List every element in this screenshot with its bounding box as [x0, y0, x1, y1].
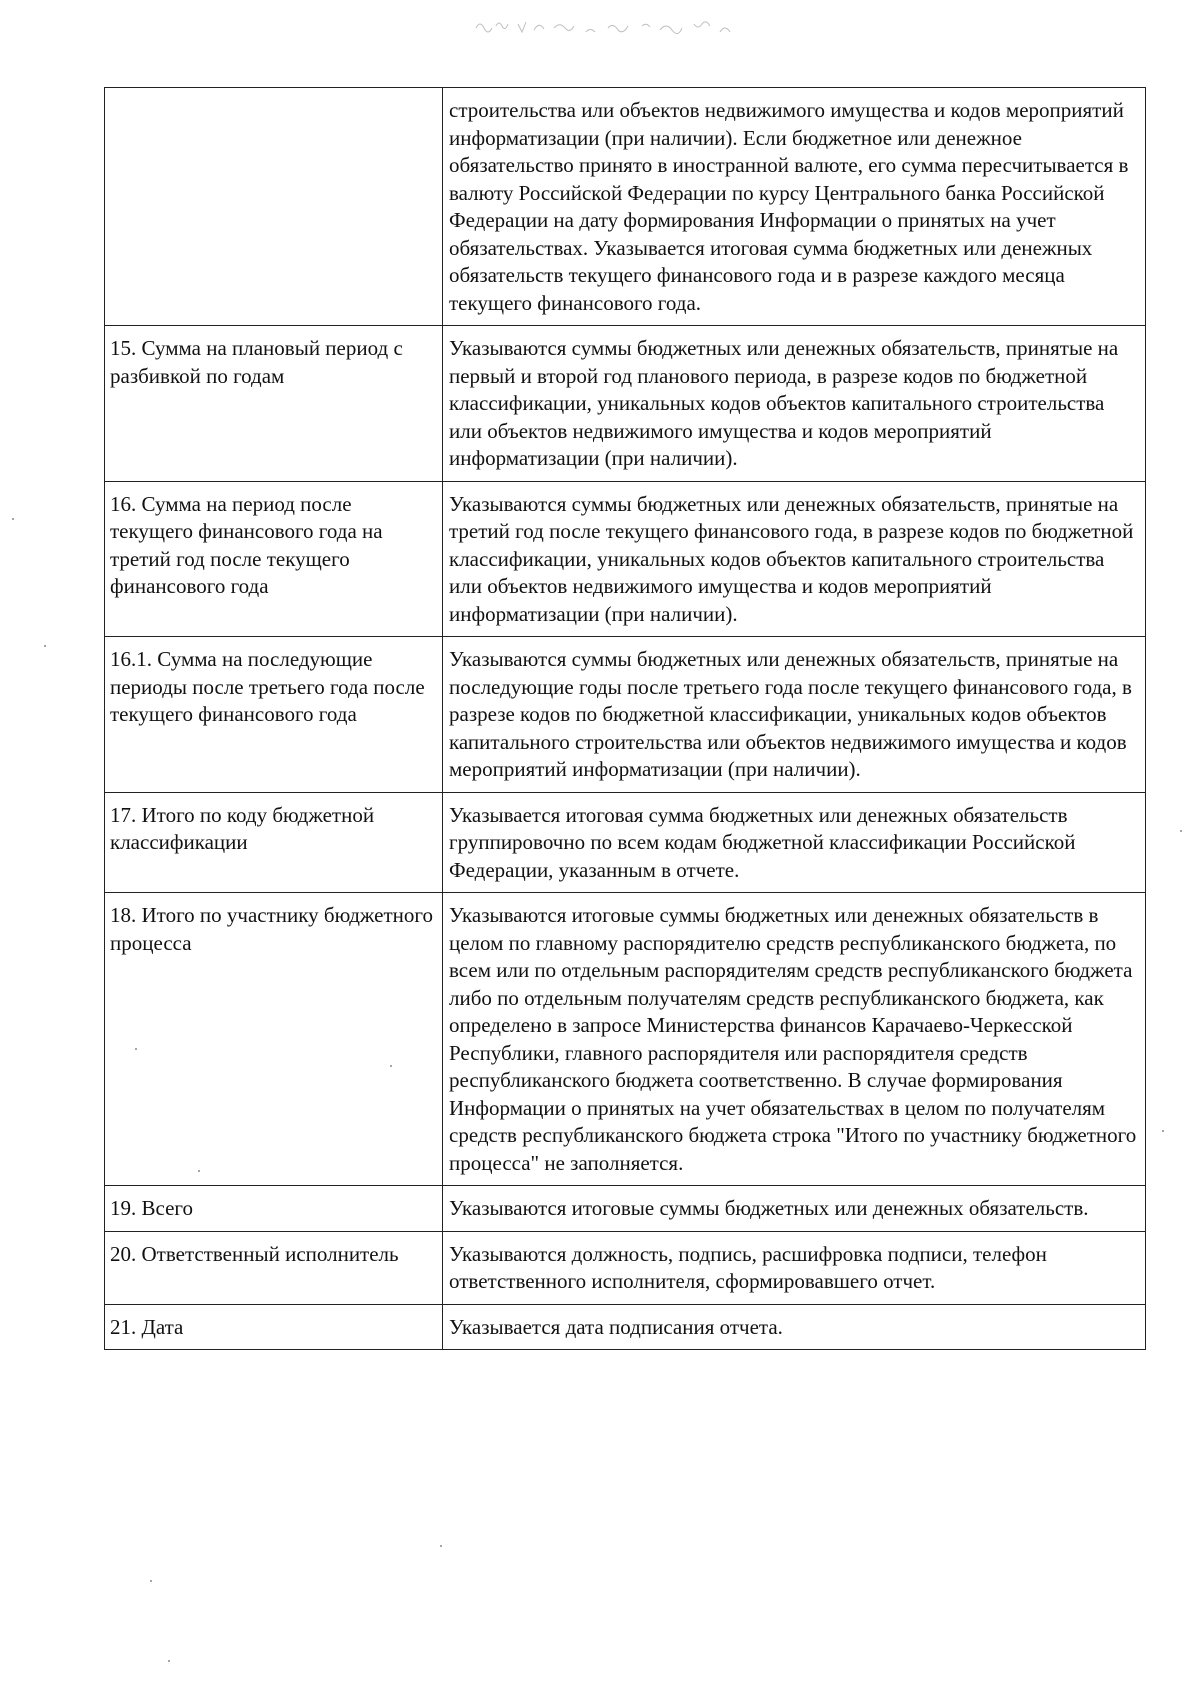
- scan-speck: [440, 1545, 442, 1547]
- field-name-cell: [105, 88, 443, 326]
- table-row: [105, 88, 1146, 326]
- field-description-cell: Указываются должность, подпись, расшифровка подписи, телефон ответственного исполнителя, сформировавшего отчет.: [443, 1231, 1146, 1304]
- field-description-cell: Указываются суммы бюджетных или денежных обязательств, принятые на первый и второй год планового периода, в разрезе кодов по бюджетной классификации, уникальных кодов объектов капитального строительства или объектов недвижимого имущества и кодов мероприятий информатизации (при наличии).: [443, 326, 1146, 482]
- field-name-cell: 20. Ответственный исполнитель: [105, 1231, 443, 1304]
- table-row: [105, 1186, 1146, 1232]
- field-description-table: [104, 87, 1146, 1350]
- table-row: [105, 893, 1146, 1186]
- scan-speck: [390, 1065, 392, 1067]
- table-row: [105, 1304, 1146, 1350]
- field-description-cell: Указываются суммы бюджетных или денежных обязательств, принятые на последующие годы после третьего года после текущего финансового года, в разрезе кодов по бюджетной классификации, уникальных кодов объектов капитального строительства или объектов недвижимого имущества и кодов мероприятий информатизации (при наличии).: [443, 637, 1146, 793]
- field-name-cell: 19. Всего: [105, 1186, 443, 1232]
- field-name-cell: 17. Итого по коду бюджетной классификации: [105, 792, 443, 893]
- field-name-cell: 16. Сумма на период после текущего финансового года на третий год после текущего финансового года: [105, 481, 443, 637]
- scan-mark-icon: [470, 10, 740, 44]
- table-row: [105, 1231, 1146, 1304]
- scan-speck: [135, 1048, 137, 1050]
- field-description-cell: Указываются суммы бюджетных или денежных обязательств, принятые на третий год после текущего финансового года, в разрезе кодов по бюджетной классификации, уникальных кодов объектов капитального строительства или объектов недвижимого имущества и кодов мероприятий информатизации (при наличии).: [443, 481, 1146, 637]
- scan-speck: [198, 1170, 200, 1172]
- table-row: [105, 481, 1146, 637]
- field-description-cell: Указывается итоговая сумма бюджетных или денежных обязательств группировочно по всем кодам бюджетной классификации Российской Федерации, указанным в отчете.: [443, 792, 1146, 893]
- scan-speck: [44, 645, 46, 647]
- scan-speck: [12, 518, 14, 520]
- field-name-cell: 18. Итого по участнику бюджетного процесса: [105, 893, 443, 1186]
- table-row: [105, 637, 1146, 793]
- field-description-cell: строительства или объектов недвижимого имущества и кодов мероприятий информатизации (при наличии). Если бюджетное или денежное обязательство принято в иностранной валюте, его сумма пересчитывается в валюту Российской Федерации по курсу Центрального банка Российской Федерации на дату формирования Информации о принятых на учет обязательствах. Указывается итоговая сумма бюджетных или денежных обязательств текущего финансового года и в разрезе каждого месяца текущего финансового года.: [443, 88, 1146, 326]
- scan-speck: [168, 1660, 170, 1662]
- field-description-cell: Указывается дата подписания отчета.: [443, 1304, 1146, 1350]
- scan-speck: [150, 1580, 152, 1582]
- scan-speck: [1162, 1130, 1164, 1132]
- table-row: [105, 326, 1146, 482]
- field-name-cell: 21. Дата: [105, 1304, 443, 1350]
- table-row: [105, 792, 1146, 893]
- field-description-cell: Указываются итоговые суммы бюджетных или денежных обязательств в целом по главному распорядителю средств республиканского бюджета, по всем или по отдельным распорядителям средств республиканского бюджета либо по отдельным получателям средств республиканского бюджета, как определено в запросе Министерства финансов Карачаево-Черкесской Республики, главного распорядителя или распорядителя средств республиканского бюджета соответственно. В случае формирования Информации о принятых на учет обязательствах в целом по получателям средств республиканского бюджета строка "Итого по участнику бюджетного процесса" не заполняется.: [443, 893, 1146, 1186]
- field-name-cell: 16.1. Сумма на последующие периоды после третьего года после текущего финансового года: [105, 637, 443, 793]
- field-description-cell: Указываются итоговые суммы бюджетных или денежных обязательств.: [443, 1186, 1146, 1232]
- scan-speck: [1180, 830, 1182, 832]
- field-name-cell: 15. Сумма на плановый период с разбивкой по годам: [105, 326, 443, 482]
